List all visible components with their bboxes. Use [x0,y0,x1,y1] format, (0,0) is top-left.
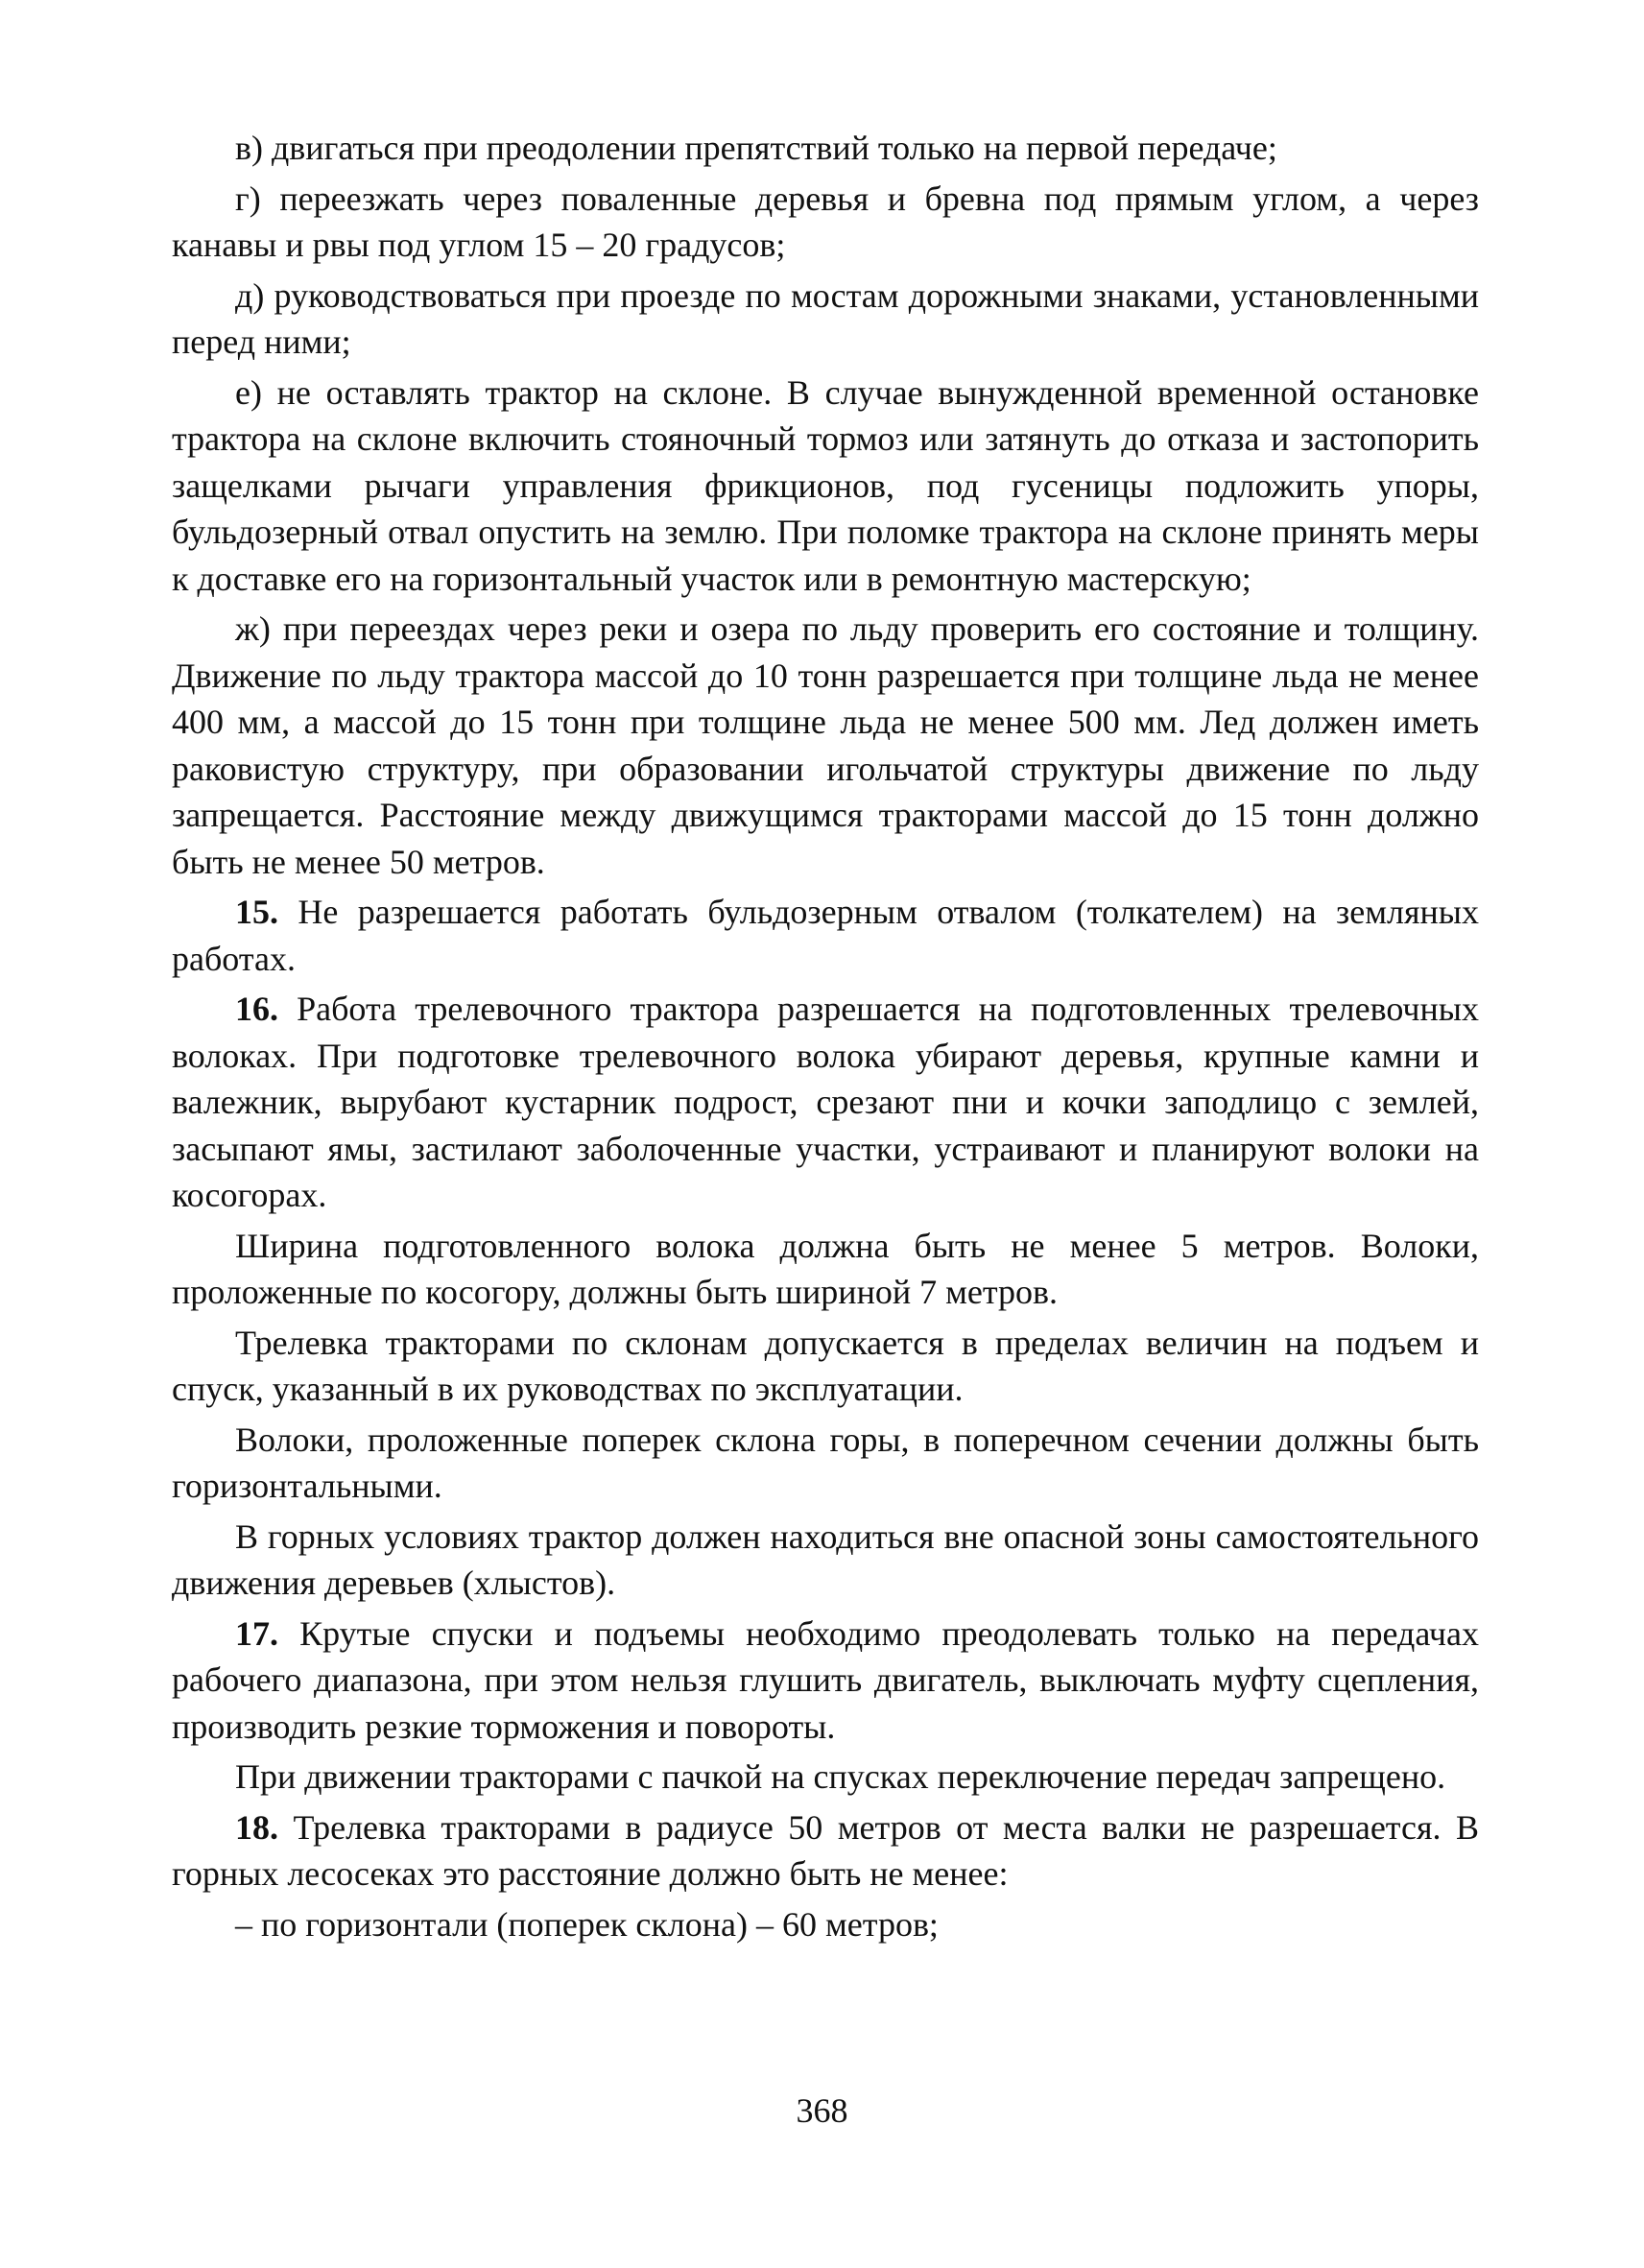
paragraph-text: Ширина подготовленного волока должна быть не менее 5 метров. Волоки, проложенные по косогору, должны быть шириной 7 метров. [172,1226,1479,1311]
paragraph-16-cross [172,1417,1479,1510]
paragraph-text: е) не оставлять трактор на склоне. В случае вынужденной временной остановке трактора на склоне включить стояночный тормоз или затянуть до отказа и застопорить защелками рычаги управления фрикционов, под гусеницы подложить упоры, бульдозерный отвал опустить на землю. При поломке трактора на склоне принять меры к доставке его на горизонтальный участок или в ремонтную мастерскую; [172,372,1479,598]
paragraph-16-width [172,1223,1479,1316]
paragraph-zh [172,606,1479,885]
paragraph-text: Крутые спуски и подъемы необходимо преодолевать только на передачах рабочего диапазона, при этом нельзя глушить двигатель, выключать муфту сцепления, производить резкие торможения и повороты. [172,1613,1479,1746]
paragraph-e [172,370,1479,603]
paragraph-text: Трелевка тракторами по склонам допускается в пределах величин на подъем и спуск, указанный в их руководствах по эксплуатации. [172,1323,1479,1408]
paragraph-v [172,125,1479,172]
paragraph-text: Не разрешается работать бульдозерным отвалом (толкателем) на земляных работах. [172,893,1479,978]
paragraph-text: В горных условиях трактор должен находиться вне опасной зоны самостоятельного движения деревьев (хлыстов). [172,1516,1479,1602]
paragraph-text: Волоки, проложенные поперек склона горы, в поперечном сечении должны быть горизонтальными. [172,1420,1479,1505]
paragraph-number: 15. [235,893,278,931]
paragraph-g [172,176,1479,269]
paragraph-17-gears [172,1754,1479,1801]
paragraph-16 [172,986,1479,1219]
paragraph-15 [172,889,1479,982]
paragraph-number: 18. [235,1807,278,1847]
paragraph-17 [172,1611,1479,1751]
paragraph-text: Работа трелевочного трактора разрешается на подготовленных трелевочных волоках. При подготовке трелевочного волока убирают деревья, крупные камни и валежник, вырубают кустарник подрост, срезают пни и кочки заподлицо с землей, засыпают ямы, застилают заболоченные участки, устраивают и планируют волоки на косогорах. [172,990,1479,1214]
paragraph-18-horizontal [172,1901,1479,1948]
paragraph-text: г) переезжать через поваленные деревья и бревна под прямым углом, а через канавы и рвы под углом 15 – 20 градусов; [172,179,1479,264]
paragraph-text: ж) при переездах через реки и озера по льду проверить его состояние и толщину. Движение по льду трактора массой до 10 тонн разрешается при толщине льда не менее 400 мм, а массой до 15 тонн при толщине льда не менее 500 мм. Лед должен иметь раковистую структуру, при образовании игольчатой структуры движение по льду запрещается. Расстояние между движущимся тракторами массой до 15 тонн должно быть не менее 50 метров. [172,609,1479,881]
paragraph-16-mountain [172,1514,1479,1607]
paragraph-16-slopes [172,1320,1479,1413]
paragraph-text: Трелевка тракторами в радиусе 50 метров от места валки не разрешается. В горных лесосеках это расстояние должно быть не менее: [172,1807,1479,1893]
page-number: 368 [796,2091,848,2130]
paragraph-text: д) руководствоваться при проезде по мостам дорожными знаками, установленными перед ними; [172,275,1479,361]
paragraph-text: в) двигаться при преодолении препятствий только на первой передаче; [235,129,1277,167]
paragraph-number: 16. [235,990,278,1028]
paragraph-18 [172,1804,1479,1898]
paragraph-text: – по горизонтали (поперек склона) – 60 метров; [235,1904,939,1944]
page-body [172,125,1479,1951]
paragraph-d [172,273,1479,366]
paragraph-number: 17. [235,1613,278,1653]
paragraph-text: При движении тракторами с пачкой на спусках переключение передач запрещено. [235,1757,1446,1796]
